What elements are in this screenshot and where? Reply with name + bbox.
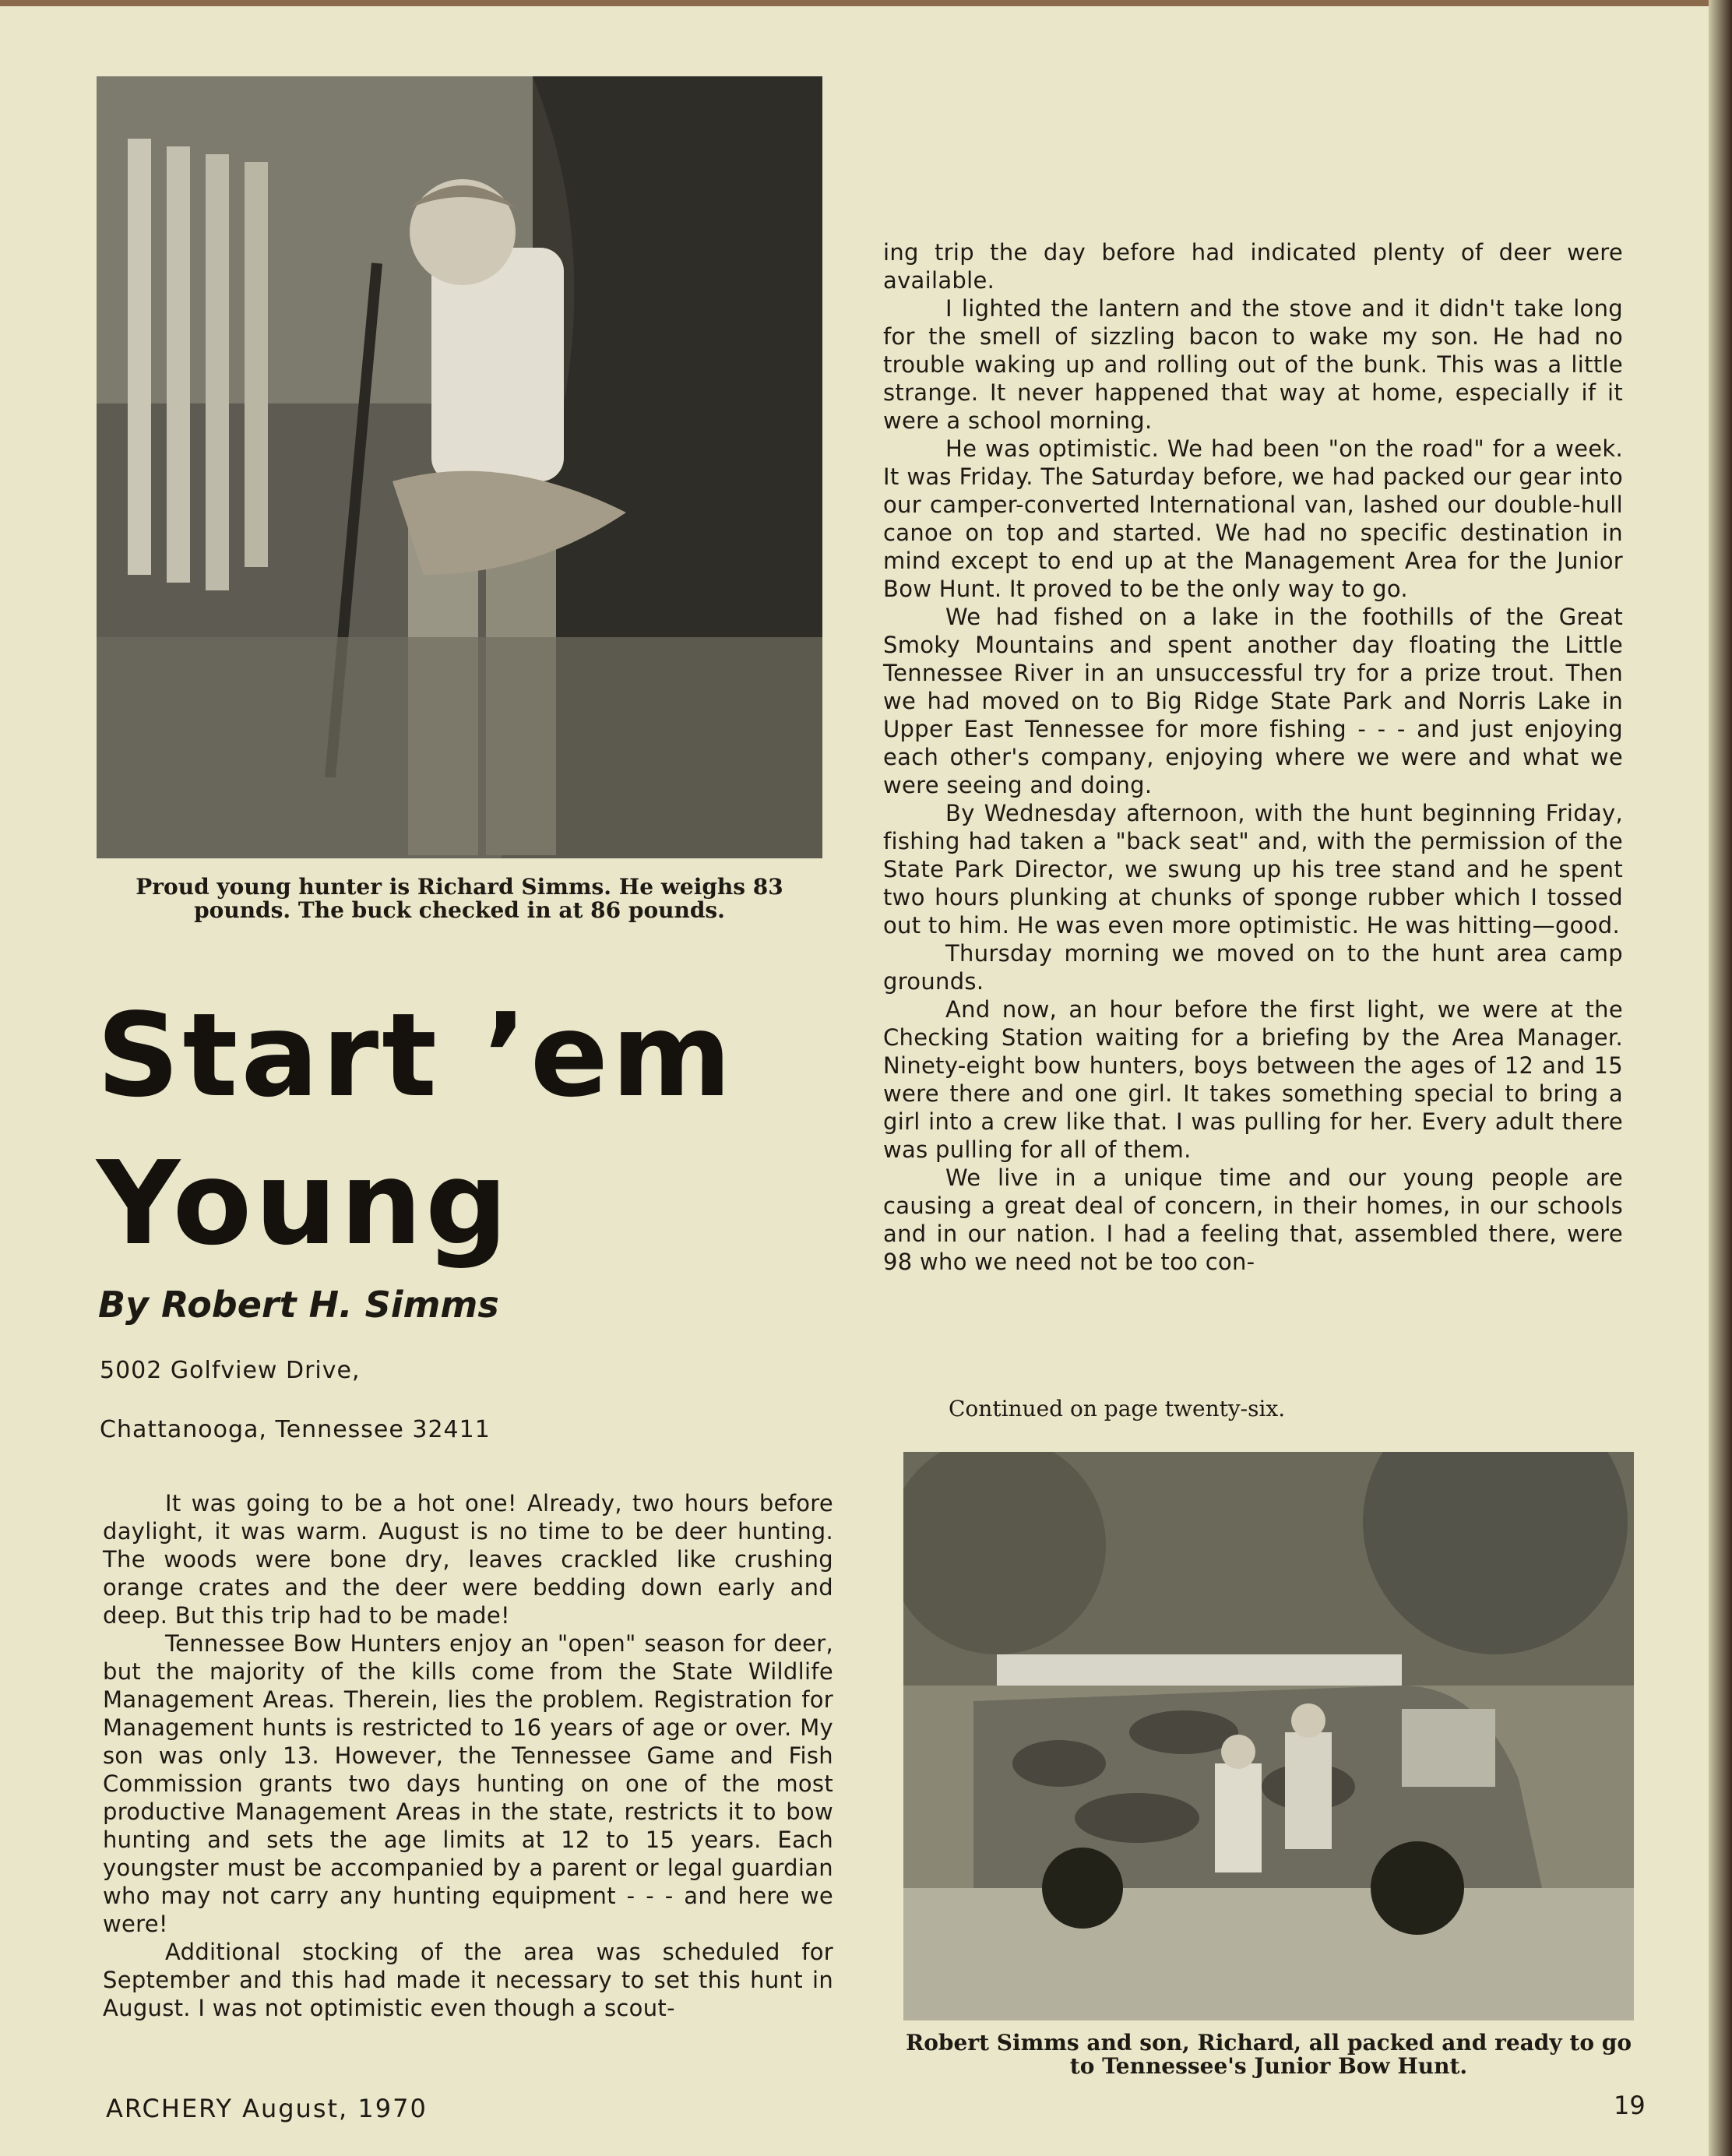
photo-boy-with-buck [97, 76, 822, 858]
photo-van-caption: Robert Simms and son, Richard, all packed and ready to go to Tennessee's Junior Bow Hunt. [905, 2030, 1632, 2079]
article-column-left [103, 1489, 833, 2022]
paragraph: We had fished on a lake in the foothills of the Great Smoky Mountains and spent another day floating the Little Tennessee River in an unsuccessful try for a prize trout. Then we had moved on to Big Ridge State Park and Norris Lake in Upper East Tennessee for more fishing - - - and just enjoying each other's company, enjoying where we were and what we were seeing and doing. [883, 604, 1623, 798]
photo-camper-van [903, 1452, 1634, 2020]
headline-line-2: Young [97, 1136, 511, 1270]
paragraph: It was going to be a hot one! Already, two hours before daylight, it was warm. August is no time to be deer hunting. The woods were bone dry, leaves crackled like crushing orange crates and the deer were bedding down early and deep. But this trip had to be made! [103, 1490, 833, 1629]
address-line-1: 5002 Golfview Drive, [100, 1357, 361, 1384]
paragraph: Tennessee Bow Hunters enjoy an "open" season for deer, but the majority of the kills come from the State Wildlife Management Areas. Therein, lies the problem. Registration for Management hunts is restricted to 16 years of age or over. My son was only 13. However, the Tennessee Game and Fish Commission grants two days hunting on one of the most productive Management Areas in the state, restricts it to bow hunting and sets the age limits at 12 to 15 years. Each youngster must be accompanied by a parent or legal guardian who may not carry any hunting equipment - - - and here we were! [103, 1630, 833, 1937]
page-right-edge [1709, 0, 1732, 2156]
page-number: 19 [1614, 2091, 1646, 2120]
continued-note: Continued on page twenty-six. [949, 1396, 1286, 1421]
magazine-footer: ARCHERY August, 1970 [106, 2094, 428, 2123]
paragraph: Additional stocking of the area was scheduled for September and this had made it necessary to set this hunt in August. I was not optimistic even though a scout- [103, 1939, 833, 2021]
paragraph: Thursday morning we moved on to the hunt area camp grounds. [883, 940, 1623, 995]
paragraph: He was optimistic. We had been "on the road" for a week. It was Friday. The Saturday before, we had packed our gear into our camper-converted International van, lashed our double-hull canoe on top and started. We had no specific destination in mind except to end up at the Management Area for the Junior Bow Hunt. It proved to be the only way to go. [883, 435, 1623, 602]
paragraph: By Wednesday afternoon, with the hunt beginning Friday, fishing had taken a "back seat" and, with the permission of the State Park Director, we swung up his tree stand and he spent two hours plunking at chunks of sponge rubber which I tossed out to him. He was even more optimistic. He was hitting—good. [883, 800, 1623, 939]
paragraph: We live in a unique time and our young people are causing a great deal of concern, in their homes, in our schools and in our nation. I had a feeling that, assembled there, were 98 who we need not be too con- [883, 1164, 1623, 1275]
article-column-right [883, 238, 1623, 1276]
headline-line-1: Start ’em [97, 988, 735, 1122]
paragraph: ing trip the day before had indicated plenty of deer were available. [883, 239, 1623, 294]
address-line-2: Chattanooga, Tennessee 32411 [100, 1416, 491, 1443]
paragraph: I lighted the lantern and the stove and it didn't take long for the smell of sizzling bacon to wake my son. He had no trouble waking up and rolling out of the bunk. This was a little strange. It never happened that way at home, especially if it were a school morning. [883, 295, 1623, 434]
photo-boy-caption: Proud young hunter is Richard Simms. He weighs 83 pounds. The buck checked in at 86 pounds. [136, 874, 783, 923]
byline: By Robert H. Simms [98, 1284, 499, 1326]
page-top-edge [0, 0, 1732, 6]
paragraph: And now, an hour before the first light, we were at the Checking Station waiting for a briefing by the Area Manager. Ninety-eight bow hunters, boys between the ages of 12 and 15 were there and one girl. It takes something special to bring a girl into a crew like that. I was pulling for her. Every adult there was pulling for all of them. [883, 996, 1623, 1163]
